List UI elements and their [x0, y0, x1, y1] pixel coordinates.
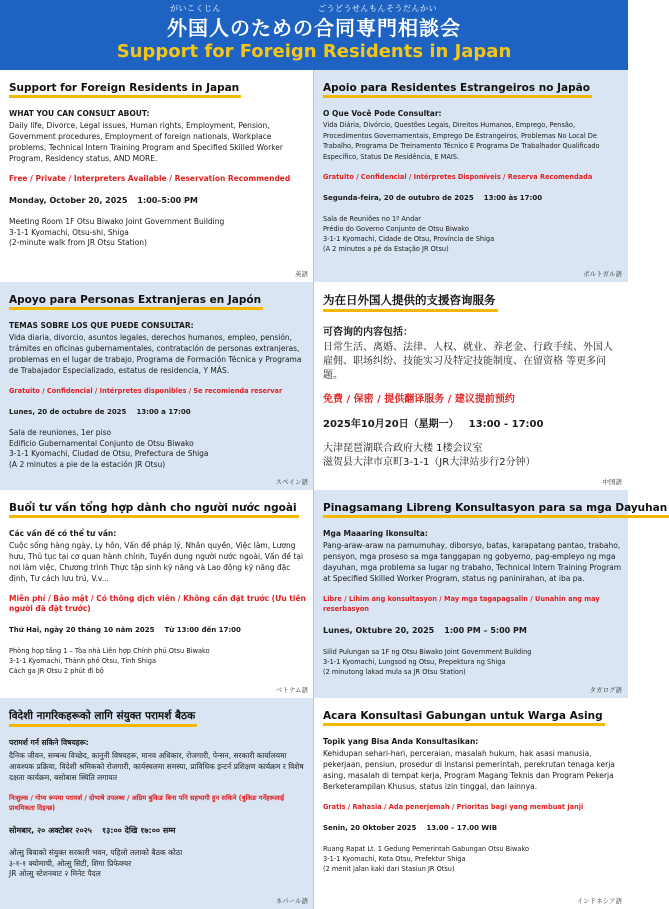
card-date: Thứ Hai, ngày 20 tháng 10 năm 2025 [9, 626, 155, 634]
card-body: दैनिक जीवन, सम्बन्ध विच्छेद, कानुनी विषयहरू, मानव अधिकार, रोजगारी, पेन्सन, सरकारी कार्यालयमा आवश्यक प्रक्रिया, विदेशी श्रमिकको रोजगारी, कार्यस्थलमा समस्या, प्राविधिक इन्टर्न प्रशिक्षण कार्यक्रम र विशेष दक्षता कार्यक्रम, बसोबास स्थिति लगायत [9, 751, 304, 782]
card-date-line [9, 196, 308, 205]
card-subtitle: Mga Maaaring Ikonsulta: [323, 529, 428, 538]
card-chinese [314, 282, 628, 490]
card-venue [323, 214, 622, 254]
card-venue [323, 647, 622, 677]
card-notice: Miễn phí / Bảo mật / Có thông dịch viên / Không cần đặt trước (Ưu tiên người đã đặt trước) [9, 594, 306, 613]
card-date-line [323, 194, 622, 202]
card-body: Cuộc sống hàng ngày, Ly hôn, Vấn đề pháp lý, Nhân quyền, Việc làm, Lương hưu, Thủ tục tại cơ quan hành chính, Tuyển dụng người nước ngoài, Vấn đề tại nơi làm việc, Chương trình Thực tập sinh kỹ năng và Lao động kỹ năng đặc định, Tư cách lưu trú, V.v... [9, 541, 304, 583]
card-venue [323, 844, 622, 874]
card-subtitle: परामर्श गर्न सकिने विषयहरू: [9, 738, 89, 747]
card-body: Pang-araw-araw na pamumuhay, diborsyo, batas, karapatang pantao, trabaho, pensyon, mga proseso sa mga tanggapan ng gobyerno, pag-empleyo ng mga dayuhan, mga problema sa lugar ng trabaho, Technical Intern Training Program at Specified Skilled Worker Program, status ng paninirahan, at iba pa. [323, 541, 622, 583]
card-date-line [323, 626, 622, 635]
card-title: 为在日外国人提供的支援咨询服务 [323, 288, 498, 312]
card-date: Lunes, 20 de octubre de 2025 [9, 408, 127, 416]
venue-line: (2 minutong lakad mula sa JR Otsu Station) [323, 668, 466, 676]
card-title: विदेशी नागरिकहरूको लागि संयुक्त परामर्श बैठक [9, 705, 197, 727]
card-date: Senin, 20 Oktober 2025 [323, 824, 417, 832]
card-title: Pinagsamang Libreng Konsultasyon para sa mga Dayuhan [323, 498, 669, 518]
card-subtitle: Các vấn đề có thể tư vấn: [9, 529, 117, 538]
venue-line: (2 menit jalan kaki dari Stasiun JR Otsu) [323, 865, 455, 873]
venue-line: 大津琵琶湖联合政府大楼 1楼会议室 [323, 443, 483, 454]
card-indonesian [314, 698, 628, 909]
card-notice: Free / Private / Interpreters Available / Reservation Recommended [9, 174, 291, 183]
card-date: Segunda-feira, 20 de outubro de 2025 [323, 194, 474, 202]
venue-line: (A 2 minutos a pé da Estação JR Otsu) [323, 245, 449, 253]
venue-line: 3-1-1 Kyomachi, Lungsod ng Otsu, Prepektura ng Shiga [323, 658, 506, 666]
venue-line: ३-१-१ क्योमाची, ओत्सु सिटी, शिगा प्रिफेक्चर [9, 858, 132, 868]
card-date: Monday, October 20, 2025 [9, 196, 128, 205]
card-time: 1:00 PM – 5:00 PM [444, 626, 527, 635]
card-subtitle: O Que Você Pode Consultar: [323, 109, 442, 118]
card-notice: Gratuito / Confidencial / Intérpretes Disponíveis / Reserva Recomendada [323, 173, 593, 181]
title-ruby-right: ごうどうせんもんそうだんかい [318, 4, 437, 13]
card-venue [9, 848, 308, 880]
venue-line: (2-minute walk from JR Otsu Station) [9, 238, 147, 247]
card-date: Lunes, Oktubre 20, 2025 [323, 626, 435, 635]
venue-line: ओत्सु बिवाको संयुक्त सरकारी भवन, पहिलो तलाको बैठक कोठा [9, 848, 183, 857]
card-venue [323, 442, 622, 469]
column-divider [313, 70, 314, 909]
card-date-line [9, 626, 308, 634]
venue-line: Sala de reuniones, 1er piso [9, 428, 112, 437]
title-ruby-left: がいこくじん [170, 4, 221, 13]
venue-line: 3-1-1 Kyomachi, Ciudad de Otsu, Prefectura de Shiga [9, 449, 209, 458]
language-label: スペイン語 [275, 478, 308, 486]
card-notice: Libre / Lihim ang konsultasyon / May mga tagapagsalin / Uunahin ang may reserbasyon [323, 595, 600, 613]
card-time: 13:00 - 17:00 [468, 419, 544, 430]
card-time: १३:०० देखि १७:०० सम्म [101, 826, 176, 835]
venue-line: JR ओत्सु स्टेशनबाट २ मिनेट पैदल [9, 869, 101, 878]
card-subtitle: 可咨询的内容包括： [323, 327, 413, 338]
venue-line: Silid Pulungan sa 1F ng Otsu Biwako Joint Government Building [323, 648, 532, 656]
card-title: Support for Foreign Residents in Japan [9, 78, 241, 98]
language-label: タガログ語 [589, 686, 622, 694]
venue-line: Ruang Rapat Lt. 1 Gedung Pemerintah Gabungan Otsu Biwako [323, 845, 530, 853]
card-time: 13.00 – 17.00 WIB [426, 824, 498, 832]
card-time: 13:00 a 17:00 [136, 408, 191, 416]
venue-line: Meeting Room 1F Otsu Biwako Joint Government Building [9, 217, 225, 226]
card-time: Từ 13:00 đến 17:00 [164, 626, 241, 634]
card-date-line [323, 415, 622, 430]
language-label: ネパール語 [275, 897, 308, 905]
card-nepali [0, 698, 314, 909]
card-venue [9, 646, 308, 676]
page-header [0, 0, 628, 70]
card-body: Vida diaria, divorcio, asuntos legales, derechos humanos, empleo, pensión, trámites en oficinas gubernamentales, contratación de personas extranjeras, problemas en el lugar de trabajo, Programa de Formación Técnica y Programa de Trabajador Especializado, estatus de residencia, Y MÁS. [9, 333, 302, 375]
card-body: Vida Diária, Divórcio, Questões Legais, Direitos Humanos, Emprego, Pensão, Procedimentos Governamentais, Emprego De Estrangeiros, Problemas No Local De Trabalho, Programa De Treinamento Técnico E Programa De Trabalhador Qualificado Específico, Status De Residência, E MAIS. [323, 121, 600, 161]
venue-line: 滋贺县大津市京町3-1-1（JR大津站步行2分钟） [323, 456, 536, 468]
card-notice: 免费 / 保密 / 提供翻译服务 / 建议提前预约 [323, 394, 515, 405]
card-body: 日常生活、离婚、法律、人权、就业、养老金、行政手续、外国人雇佣、职场纠纷、技能实习及特定技能制度、在留资格 等更多问题。 [323, 342, 613, 381]
venue-line: 3-1-1 Kyomachi, Cidade de Otsu, Província de Shiga [323, 235, 495, 243]
card-subtitle: WHAT YOU CAN CONSULT ABOUT: [9, 109, 150, 118]
venue-line: Phòng họp tầng 1 – Tòa nhà Liên hợp Chính phủ Otsu Biwako [9, 647, 210, 655]
venue-line: 3-1-1 Kyomachi, Kota Otsu, Prefektur Shiga [323, 855, 466, 863]
card-portuguese [314, 70, 628, 282]
venue-line: 3-1-1 Kyomachi, Otsu-shi, Shiga [9, 227, 129, 237]
card-notice: Gratuito / Confidencial / Intérpretes disponibles / Se recomienda reservar [9, 387, 283, 395]
card-date-line [9, 825, 308, 836]
card-date: सोमबार, २० अक्टोबर २०२५ [9, 826, 92, 835]
language-label: ポルトガル語 [583, 270, 622, 278]
card-title: Apoyo para Personas Extranjeras en Japón [9, 290, 263, 310]
card-title: Apoio para Residentes Estrangeiros no Japão [323, 78, 592, 98]
card-time: 1:00–5:00 PM [137, 196, 198, 205]
card-title: Acara Konsultasi Gabungan untuk Warga Asing [323, 706, 605, 726]
venue-line: Sala de Reuniões no 1º Andar [323, 215, 422, 223]
card-notice: निःशुल्क / गोप्य रूपमा परामर्श / दोभाषे उपलब्ध / अग्रिम बुकिङ बिना पनि सहभागी हुन सकिने (बुकिङ गर्नेहरूलाई प्राथमिकता दिइन्छ) [9, 794, 285, 812]
language-label: 英語 [295, 270, 308, 278]
language-label: 中国語 [602, 478, 622, 486]
card-venue [9, 217, 308, 249]
card-time: 13:00 às 17:00 [483, 194, 543, 202]
venue-line: (A 2 minutos a pie de la estación JR Otsu) [9, 459, 166, 469]
card-tagalog [314, 490, 668, 698]
card-subtitle: Topik yang Bisa Anda Konsultasikan: [323, 737, 479, 746]
card-spanish [0, 282, 314, 490]
card-notice: Gratis / Rahasia / Ada penerjemah / Prioritas bagi yang membuat janji [323, 803, 584, 811]
card-vietnamese [0, 490, 314, 698]
card-venue [9, 428, 308, 470]
card-body: Daily life, Divorce, Legal issues, Human rights, Employment, Pension, Government procedures, Employment of foreign nationals, Workplace problems, Technical Intern Training Program and Specified Skilled Worker Program, Residency status, AND MORE. [9, 121, 284, 163]
card-date-line [323, 824, 622, 832]
card-title: Buổi tư vấn tổng hợp dành cho người nước ngoài [9, 498, 299, 518]
page-title-english: Support for Foreign Residents in Japan [116, 41, 512, 62]
language-grid [0, 70, 668, 909]
card-body: Kehidupan sehari-hari, perceraian, masalah hukum, hak asasi manusia, pekerjaan, pensiun, prosedur di instansi pemerintah, perekrutan tenaga kerja asing, masalah di tempat kerja, Program Magang Teknis dan Program Pekerja Berketerampilan Khusus, status izin tinggal, dan lainnya. [323, 749, 615, 791]
page-title-japanese: 外国人のための合同専門相談会 [167, 16, 461, 40]
card-subtitle: TEMAS SOBRE LOS QUE PUEDE CONSULTAR: [9, 321, 194, 330]
venue-line: Prédio do Governo Conjunto de Otsu Biwako [323, 225, 469, 233]
venue-line: 3-1-1 Kyomachi, Thành phố Otsu, Tỉnh Shiga [9, 657, 157, 665]
language-label: インドネシア語 [576, 897, 622, 905]
card-english [0, 70, 314, 282]
venue-line: Edificio Gubernamental Conjunto de Otsu Biwako [9, 438, 194, 448]
venue-line: Cách ga JR Otsu 2 phút đi bộ [9, 667, 104, 675]
language-label: ベトナム語 [275, 686, 308, 694]
card-date: 2025年10月20日（星期一） [323, 419, 459, 430]
card-date-line [9, 408, 308, 416]
